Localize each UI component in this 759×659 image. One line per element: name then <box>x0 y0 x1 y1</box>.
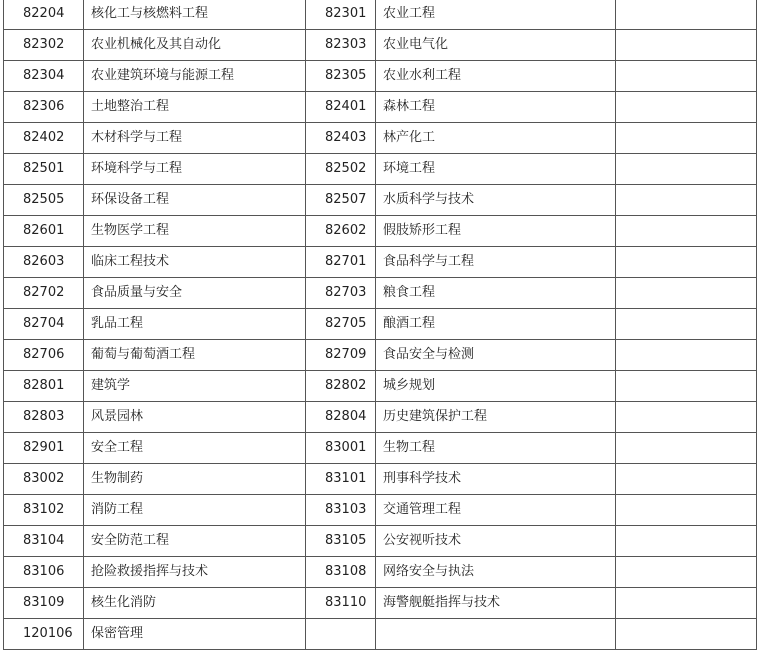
table-row <box>4 433 757 464</box>
major-code-cell: 82403 <box>306 123 376 154</box>
major-code-cell: 82602 <box>306 216 376 247</box>
major-code-cell: 83109 <box>4 588 84 619</box>
table-row <box>4 309 757 340</box>
empty-cell <box>616 495 757 526</box>
empty-cell <box>616 588 757 619</box>
major-code-cell: 83101 <box>306 464 376 495</box>
empty-cell <box>616 526 757 557</box>
table-row <box>4 216 757 247</box>
major-code-cell: 82501 <box>4 154 84 185</box>
major-code-cell: 82704 <box>4 309 84 340</box>
major-name-cell: 农业电气化 <box>376 30 616 61</box>
table-row <box>4 0 757 30</box>
major-name-cell: 临床工程技术 <box>84 247 306 278</box>
major-name-cell: 农业水利工程 <box>376 61 616 92</box>
empty-cell <box>616 371 757 402</box>
table-row <box>4 185 757 216</box>
empty-cell <box>616 0 757 30</box>
major-name-cell: 历史建筑保护工程 <box>376 402 616 433</box>
empty-cell <box>616 433 757 464</box>
major-name-cell: 核生化消防 <box>84 588 306 619</box>
empty-cell <box>616 216 757 247</box>
major-name-cell: 食品科学与工程 <box>376 247 616 278</box>
empty-cell <box>616 123 757 154</box>
major-name-cell: 刑事科学技术 <box>376 464 616 495</box>
major-name-cell: 农业机械化及其自动化 <box>84 30 306 61</box>
table-row <box>4 123 757 154</box>
major-name-cell: 生物医学工程 <box>84 216 306 247</box>
major-name-cell: 环境科学与工程 <box>84 154 306 185</box>
major-name-cell: 生物制药 <box>84 464 306 495</box>
major-code-cell: 82402 <box>4 123 84 154</box>
major-code-cell: 82705 <box>306 309 376 340</box>
major-code-cell: 83103 <box>306 495 376 526</box>
major-name-cell: 葡萄与葡萄酒工程 <box>84 340 306 371</box>
major-code-cell: 82507 <box>306 185 376 216</box>
major-code-cell: 83110 <box>306 588 376 619</box>
major-name-cell: 酿酒工程 <box>376 309 616 340</box>
major-code-cell: 83102 <box>4 495 84 526</box>
major-name-cell: 消防工程 <box>84 495 306 526</box>
table-row <box>4 371 757 402</box>
major-name-cell: 海警舰艇指挥与技术 <box>376 588 616 619</box>
major-code-cell: 82304 <box>4 61 84 92</box>
major-code-cell: 83002 <box>4 464 84 495</box>
empty-cell <box>616 557 757 588</box>
major-code-cell: 82305 <box>306 61 376 92</box>
table-row <box>4 340 757 371</box>
table-row <box>4 278 757 309</box>
empty-cell <box>616 92 757 123</box>
major-name-cell: 假肢矫形工程 <box>376 216 616 247</box>
major-name-cell: 食品安全与检测 <box>376 340 616 371</box>
major-name-cell: 粮食工程 <box>376 278 616 309</box>
empty-cell <box>616 154 757 185</box>
major-code-cell: 82603 <box>4 247 84 278</box>
major-name-cell: 核化工与核燃料工程 <box>84 0 306 30</box>
table-row <box>4 495 757 526</box>
table-row <box>4 557 757 588</box>
major-code-cell: 82803 <box>4 402 84 433</box>
major-name-cell: 环保设备工程 <box>84 185 306 216</box>
major-code-cell: 83105 <box>306 526 376 557</box>
major-name-cell: 森林工程 <box>376 92 616 123</box>
empty-cell <box>616 278 757 309</box>
empty-cell <box>616 61 757 92</box>
major-name-cell: 保密管理 <box>84 619 306 650</box>
major-code-cell: 82802 <box>306 371 376 402</box>
major-name-cell: 安全工程 <box>84 433 306 464</box>
major-code-cell: 82702 <box>4 278 84 309</box>
major-code-cell: 83106 <box>4 557 84 588</box>
major-code-cell: 82601 <box>4 216 84 247</box>
empty-cell <box>616 30 757 61</box>
major-name-cell: 交通管理工程 <box>376 495 616 526</box>
major-code-cell: 82804 <box>306 402 376 433</box>
major-name-cell <box>376 619 616 650</box>
table-row <box>4 619 757 650</box>
major-name-cell: 风景园林 <box>84 402 306 433</box>
major-name-cell: 乳品工程 <box>84 309 306 340</box>
empty-cell <box>616 340 757 371</box>
major-code-cell: 82306 <box>4 92 84 123</box>
major-name-cell: 抢险救援指挥与技术 <box>84 557 306 588</box>
table-row <box>4 92 757 123</box>
major-name-cell: 生物工程 <box>376 433 616 464</box>
major-name-cell: 网络安全与执法 <box>376 557 616 588</box>
major-code-table <box>3 0 757 650</box>
major-code-cell: 82301 <box>306 0 376 30</box>
table-row <box>4 61 757 92</box>
major-code-cell: 82706 <box>4 340 84 371</box>
major-name-cell: 安全防范工程 <box>84 526 306 557</box>
empty-cell <box>616 247 757 278</box>
table-row <box>4 30 757 61</box>
major-code-cell: 82709 <box>306 340 376 371</box>
major-name-cell: 林产化工 <box>376 123 616 154</box>
major-code-cell: 82703 <box>306 278 376 309</box>
table-row <box>4 247 757 278</box>
major-name-cell: 土地整治工程 <box>84 92 306 123</box>
major-code-cell: 82801 <box>4 371 84 402</box>
major-code-cell: 82901 <box>4 433 84 464</box>
major-name-cell: 建筑学 <box>84 371 306 402</box>
table-row <box>4 526 757 557</box>
major-code-cell: 82502 <box>306 154 376 185</box>
major-name-cell: 城乡规划 <box>376 371 616 402</box>
major-name-cell: 木材科学与工程 <box>84 123 306 154</box>
major-code-cell: 120106 <box>4 619 84 650</box>
major-name-cell: 环境工程 <box>376 154 616 185</box>
empty-cell <box>616 619 757 650</box>
empty-cell <box>616 464 757 495</box>
table-row <box>4 464 757 495</box>
empty-cell <box>616 402 757 433</box>
major-name-cell: 水质科学与技术 <box>376 185 616 216</box>
major-code-cell: 82302 <box>4 30 84 61</box>
table-row <box>4 588 757 619</box>
major-code-cell: 82204 <box>4 0 84 30</box>
major-code-cell: 82505 <box>4 185 84 216</box>
major-name-cell: 农业工程 <box>376 0 616 30</box>
major-code-cell: 82303 <box>306 30 376 61</box>
major-code-cell: 83001 <box>306 433 376 464</box>
table-row <box>4 154 757 185</box>
major-code-cell <box>306 619 376 650</box>
empty-cell <box>616 309 757 340</box>
table-row <box>4 402 757 433</box>
major-code-cell: 82701 <box>306 247 376 278</box>
table-body <box>4 0 757 650</box>
major-code-cell: 82401 <box>306 92 376 123</box>
major-name-cell: 公安视听技术 <box>376 526 616 557</box>
empty-cell <box>616 185 757 216</box>
major-name-cell: 食品质量与安全 <box>84 278 306 309</box>
major-code-cell: 83108 <box>306 557 376 588</box>
major-name-cell: 农业建筑环境与能源工程 <box>84 61 306 92</box>
major-code-cell: 83104 <box>4 526 84 557</box>
